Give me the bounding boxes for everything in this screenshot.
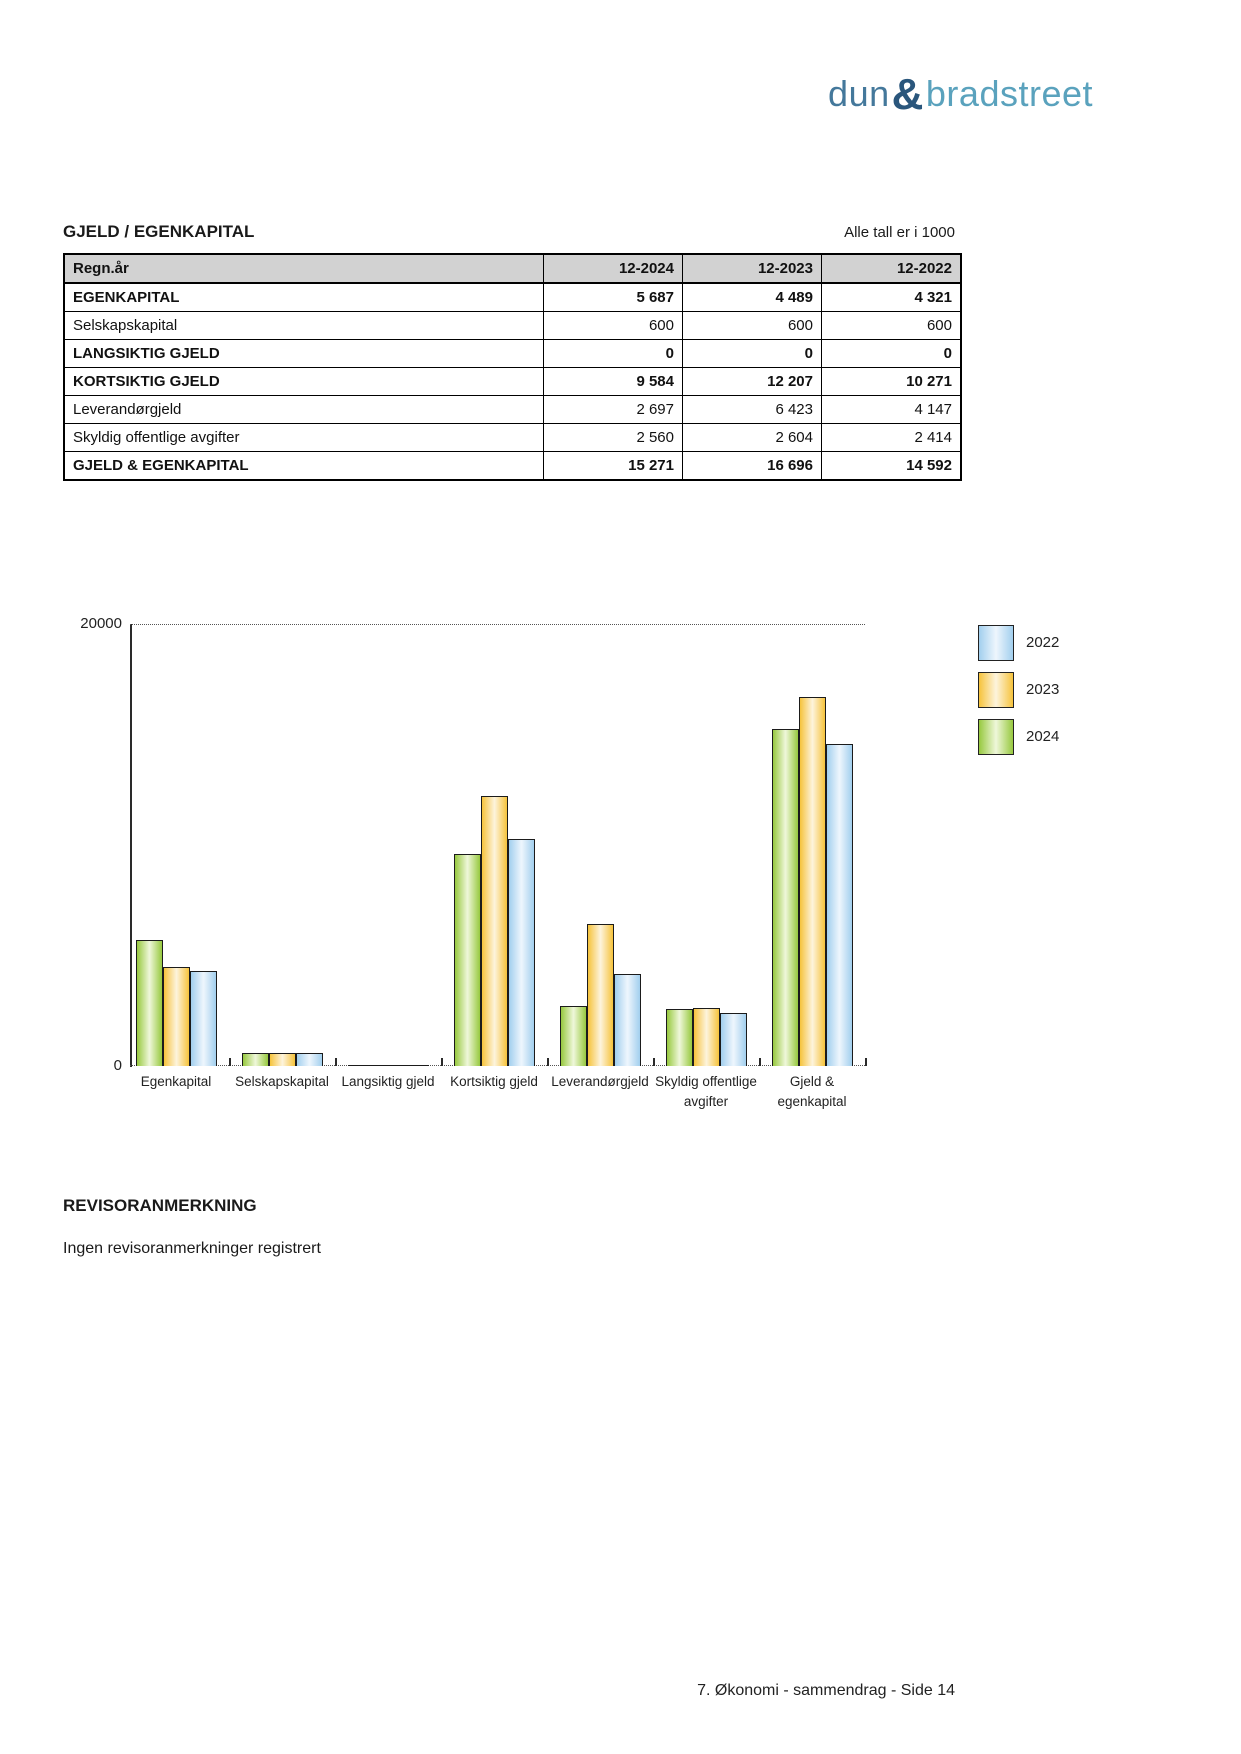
table-row	[64, 424, 961, 452]
row-value: 2 604	[683, 424, 822, 452]
category-label-1: Selskapskapital	[235, 1074, 329, 1089]
x-axis-tick	[229, 1058, 231, 1066]
bar-2024-6	[772, 729, 799, 1066]
row-value: 15 271	[544, 452, 683, 481]
bar-2024-1	[242, 1053, 269, 1066]
bar-2022-1	[296, 1053, 323, 1066]
section-title: GJELD / EGENKAPITAL	[63, 222, 255, 241]
category-label-2: Langsiktig gjeld	[341, 1074, 435, 1089]
row-value: 0	[822, 340, 962, 368]
row-value: 0	[683, 340, 822, 368]
row-label: LANGSIKTIG GJELD	[64, 340, 544, 368]
balance-table-body	[64, 283, 961, 480]
bar-2022-4	[614, 974, 641, 1066]
table-row	[64, 452, 961, 481]
header-year-2022: 12-2022	[822, 254, 962, 283]
bar-2023-6	[799, 697, 826, 1066]
x-axis-baseline	[130, 1065, 865, 1066]
table-row	[64, 283, 961, 312]
legend-swatch-2023	[978, 672, 1014, 708]
table-row	[64, 312, 961, 340]
bar-2022-0	[190, 971, 217, 1066]
units-note: Alle tall er i 1000	[844, 224, 955, 241]
ampersand-icon: &	[891, 70, 924, 119]
row-value: 9 584	[544, 368, 683, 396]
revisor-body: Ingen revisoranmerkninger registrert	[63, 1240, 321, 1257]
row-value: 4 147	[822, 396, 962, 424]
ymax-gridline	[130, 624, 865, 625]
category-label-4: Leverandørgjeld	[551, 1074, 649, 1089]
row-label: EGENKAPITAL	[64, 283, 544, 312]
revisor-title: REVISORANMERKNING	[63, 1196, 257, 1215]
category-label-5: Skyldig offentlige avgifter	[655, 1074, 757, 1109]
row-value: 16 696	[683, 452, 822, 481]
bar-2024-0	[136, 940, 163, 1066]
bar-2023-5	[693, 1008, 720, 1066]
balance-table	[63, 253, 962, 481]
row-value: 4 321	[822, 283, 962, 312]
category-label-3: Kortsiktig gjeld	[450, 1074, 538, 1089]
row-value: 600	[822, 312, 962, 340]
row-value: 600	[683, 312, 822, 340]
header-regnaar: Regn.år	[64, 254, 544, 283]
legend-label-2024: 2024	[1026, 728, 1060, 745]
zero-value-bar-2	[348, 1065, 429, 1066]
row-value: 14 592	[822, 452, 962, 481]
x-axis-tick	[441, 1058, 443, 1066]
logo-text-bradstreet: bradstreet	[925, 73, 1093, 114]
table-header-row	[64, 254, 961, 283]
row-value: 2 414	[822, 424, 962, 452]
dun-bradstreet-logo	[828, 70, 1093, 119]
x-axis-tick	[759, 1058, 761, 1066]
bar-2022-3	[508, 839, 535, 1066]
legend-swatch-2024	[978, 719, 1014, 755]
row-value: 5 687	[544, 283, 683, 312]
table-row	[64, 368, 961, 396]
bar-2023-4	[587, 924, 614, 1066]
row-label: Selskapskapital	[64, 312, 544, 340]
table-row	[64, 340, 961, 368]
y-axis	[130, 624, 132, 1067]
bar-2024-5	[666, 1009, 693, 1066]
x-axis-tick	[547, 1058, 549, 1066]
bar-2024-4	[560, 1006, 587, 1066]
y-tick-zero: 0	[113, 1057, 122, 1074]
category-label-0: Egenkapital	[140, 1074, 212, 1089]
header-year-2023: 12-2023	[683, 254, 822, 283]
bar-2023-1	[269, 1053, 296, 1066]
legend-swatch-2022	[978, 625, 1014, 661]
row-value: 10 271	[822, 368, 962, 396]
row-label: Leverandørgjeld	[64, 396, 544, 424]
bar-2022-6	[826, 744, 853, 1066]
category-label-6: Gjeld & egenkapital	[777, 1074, 847, 1109]
row-value: 12 207	[683, 368, 822, 396]
y-tick-max: 20000	[80, 615, 122, 632]
row-label: GJELD & EGENKAPITAL	[64, 452, 544, 481]
bar-2024-3	[454, 854, 481, 1066]
table-row	[64, 396, 961, 424]
page-footer: 7. Økonomi - sammendrag - Side 14	[697, 1682, 955, 1699]
header-year-2024: 12-2024	[544, 254, 683, 283]
row-value: 0	[544, 340, 683, 368]
bar-2023-3	[481, 796, 508, 1066]
x-axis-tick	[335, 1058, 337, 1066]
row-value: 4 489	[683, 283, 822, 312]
row-value: 2 560	[544, 424, 683, 452]
row-value: 2 697	[544, 396, 683, 424]
row-value: 600	[544, 312, 683, 340]
bar-2023-0	[163, 967, 190, 1066]
row-label: KORTSIKTIG GJELD	[64, 368, 544, 396]
legend-label-2022: 2022	[1026, 634, 1060, 651]
x-axis-tick	[653, 1058, 655, 1066]
balance-table-head	[64, 254, 961, 283]
row-label: Skyldig offentlige avgifter	[64, 424, 544, 452]
x-axis-tick	[865, 1058, 867, 1066]
bar-2022-5	[720, 1013, 747, 1066]
row-value: 6 423	[683, 396, 822, 424]
legend-label-2023: 2023	[1026, 681, 1060, 698]
logo-text-dun: dun	[828, 73, 890, 114]
